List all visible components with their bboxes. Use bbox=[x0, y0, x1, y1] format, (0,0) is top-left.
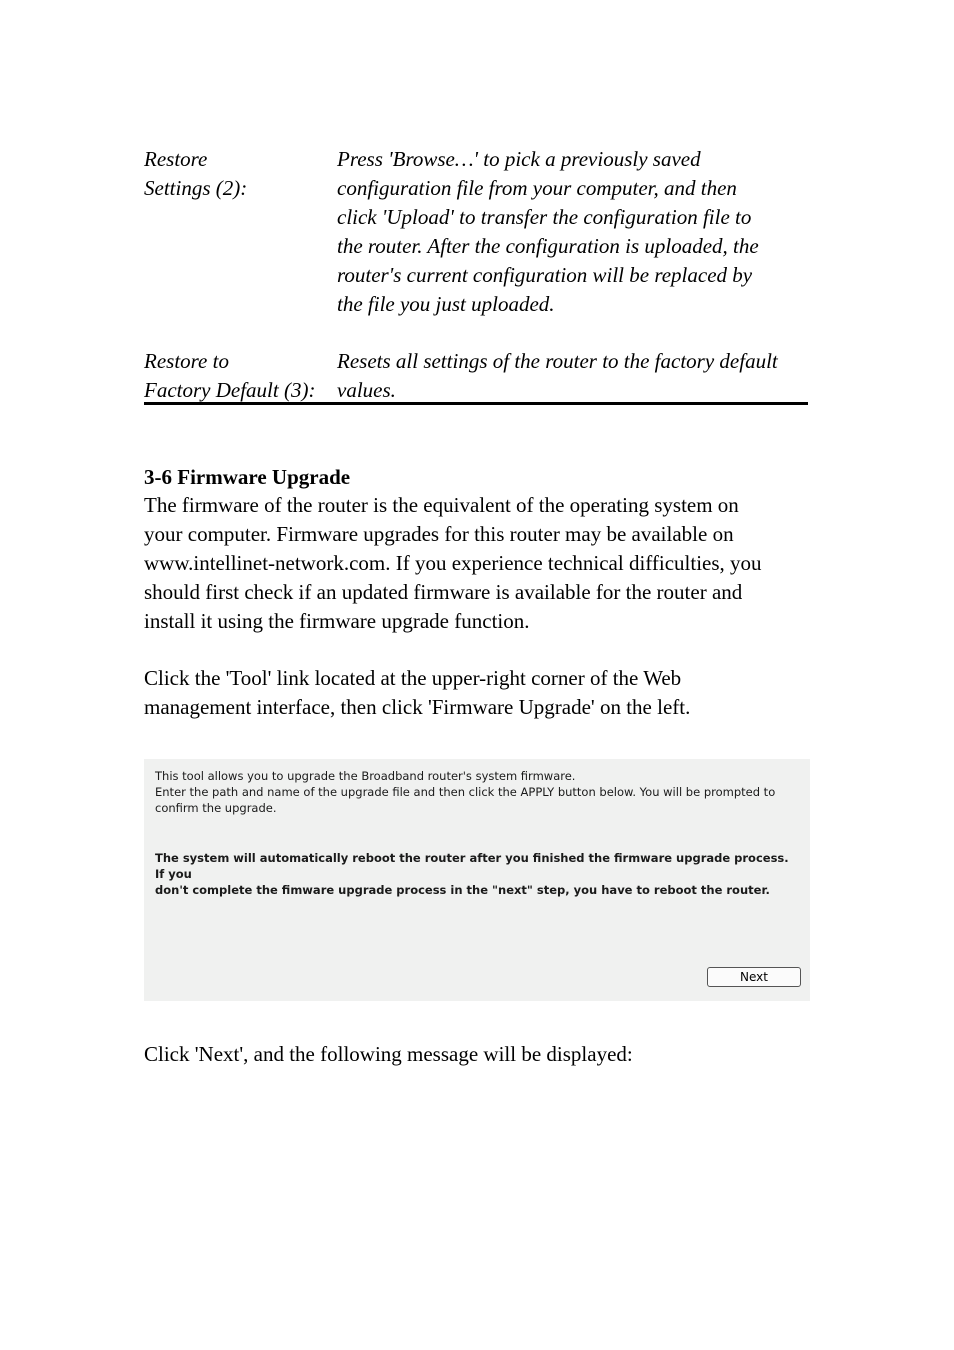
desc-restore-settings bbox=[337, 145, 817, 319]
term-line: Settings (2): bbox=[144, 176, 248, 200]
paragraph-line: Click the 'Tool' link located at the upper-right corner of the Web bbox=[144, 666, 682, 690]
term-line: Restore to bbox=[144, 349, 229, 373]
desc-restore-factory bbox=[337, 347, 817, 405]
section-heading: 3-6 Firmware Upgrade bbox=[144, 465, 351, 489]
paragraph-line: should first check if an updated firmware is available for the router and bbox=[144, 580, 743, 604]
next-button[interactable]: Next bbox=[707, 967, 801, 987]
paragraph-line: management interface, then click 'Firmware Upgrade' on the left. bbox=[144, 695, 691, 719]
firmware-upgrade-panel bbox=[144, 759, 810, 1001]
paragraph-firmware-intro bbox=[144, 491, 824, 636]
desc-line: click 'Upload' to transfer the configuration file to bbox=[337, 205, 752, 229]
paragraph-line: The firmware of the router is the equivalent of the operating system on bbox=[144, 493, 739, 517]
panel-line: don't complete the fimware upgrade process in the "next" step, you have to reboot the router. bbox=[155, 883, 770, 897]
desc-line: the file you just uploaded. bbox=[337, 292, 555, 316]
term-line: Restore bbox=[144, 147, 208, 171]
paragraph-tool-instructions bbox=[144, 664, 824, 722]
term-restore-factory bbox=[144, 347, 334, 405]
paragraph-line: www.intellinet-network.com. If you experience technical difficulties, you bbox=[144, 551, 762, 575]
panel-line: confirm the upgrade. bbox=[155, 801, 277, 815]
desc-line: Press 'Browse…' to pick a previously saved bbox=[337, 147, 701, 171]
panel-intro-text bbox=[155, 768, 795, 816]
desc-line: values. bbox=[337, 378, 396, 402]
desc-line: the router. After the configuration is uploaded, the bbox=[337, 234, 759, 258]
term-restore-settings bbox=[144, 145, 334, 203]
paragraph-line: your computer. Firmware upgrades for this router may be available on bbox=[144, 522, 734, 546]
desc-line: configuration file from your computer, and then bbox=[337, 176, 737, 200]
paragraph-next-message: Click 'Next', and the following message will be displayed: bbox=[144, 1042, 633, 1066]
panel-line: This tool allows you to upgrade the Broadband router's system firmware. bbox=[155, 769, 576, 783]
paragraph-line: install it using the firmware upgrade function. bbox=[144, 609, 530, 633]
panel-line: The system will automatically reboot the router after you finished the firmware upgrade process. If you bbox=[155, 851, 789, 881]
panel-warning-text bbox=[155, 850, 800, 898]
desc-line: Resets all settings of the router to the factory default bbox=[337, 349, 778, 373]
term-line: Factory Default (3): bbox=[144, 378, 316, 402]
desc-line: router's current configuration will be replaced by bbox=[337, 263, 753, 287]
table-bottom-rule bbox=[144, 402, 808, 405]
panel-line: Enter the path and name of the upgrade file and then click the APPLY button below. You will be prompted to bbox=[155, 785, 776, 799]
